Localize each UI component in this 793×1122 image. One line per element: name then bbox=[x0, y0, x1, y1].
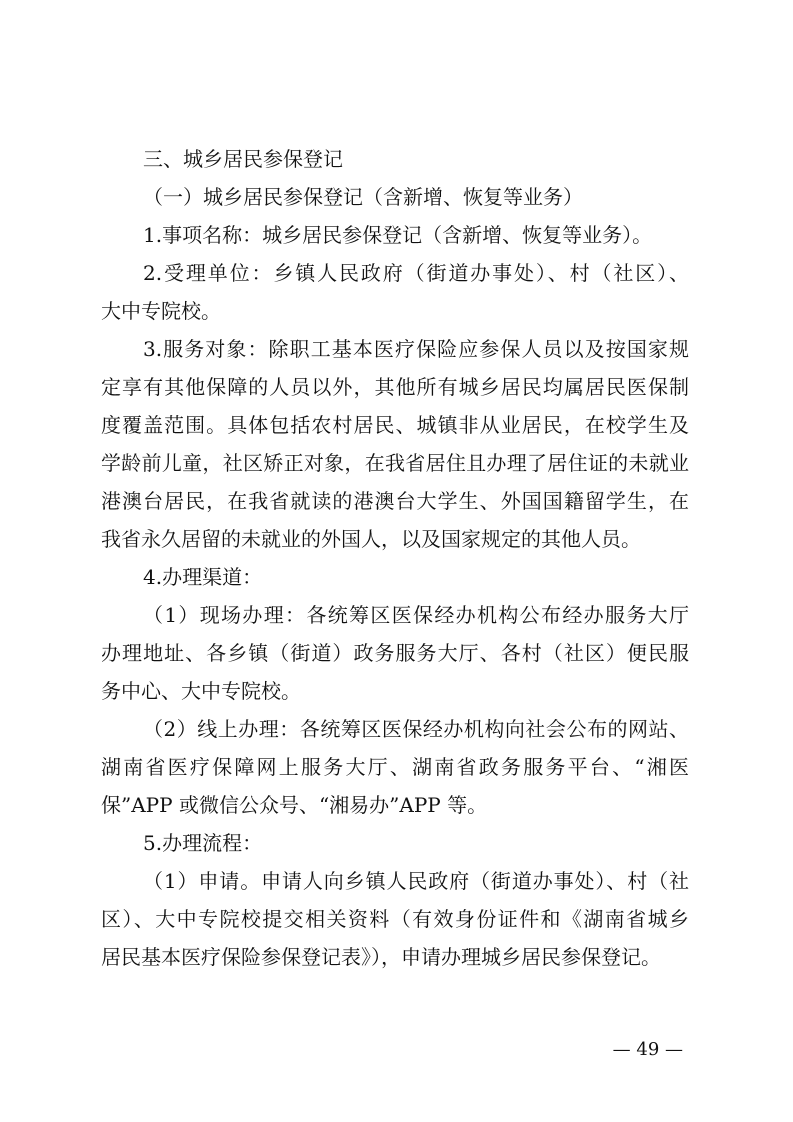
paragraph-list bbox=[101, 216, 689, 976]
paragraph-line: 湖南省医疗保障网上服务大厅、湖南省政务服务平台、“湘医 bbox=[101, 755, 689, 779]
paragraph bbox=[101, 862, 689, 976]
paragraph-line: 大中专院校。 bbox=[101, 299, 221, 323]
paragraph bbox=[101, 558, 689, 596]
paragraph bbox=[101, 710, 689, 824]
paragraph-line: 3.服务对象：除职工基本医疗保险应参保人员以及按国家规 bbox=[143, 337, 689, 361]
paragraph-line: 务中心、大中专院校。 bbox=[101, 679, 301, 703]
paragraph bbox=[101, 596, 689, 710]
paragraph-line: 5.办理流程： bbox=[143, 831, 263, 855]
paragraph-line: 4.办理渠道： bbox=[143, 565, 263, 589]
paragraph-line: 1.事项名称：城乡居民参保登记（含新增、恢复等业务）。 bbox=[143, 223, 653, 247]
paragraph-line: 度覆盖范围。具体包括农村居民、城镇非从业居民，在校学生及 bbox=[101, 413, 689, 437]
paragraph-line: （2）线上办理：各统筹区医保经办机构向社会公布的网站、 bbox=[143, 717, 689, 741]
paragraph bbox=[101, 330, 689, 558]
paragraph-line: 居民基本医疗保险参保登记表》），申请办理城乡居民参保登记。 bbox=[101, 945, 661, 969]
paragraph bbox=[101, 254, 689, 330]
paragraph-line: 保”APP 或微信公众号、“湘易办”APP 等。 bbox=[101, 793, 488, 817]
paragraph-line: （1）现场办理：各统筹区医保经办机构公布经办服务大厅 bbox=[143, 603, 689, 627]
section-title: 三、城乡居民参保登记 bbox=[143, 147, 343, 171]
subsection-title: （一）城乡居民参保登记（含新增、恢复等业务） bbox=[143, 185, 583, 209]
page-number: — 49 — bbox=[612, 1039, 683, 1060]
paragraph-line: 我省永久居留的未就业的外国人，以及国家规定的其他人员。 bbox=[101, 527, 641, 551]
paragraph bbox=[101, 824, 689, 862]
paragraph-line: （1）申请。申请人向乡镇人民政府（街道办事处）、村（社 bbox=[143, 869, 689, 893]
paragraph-line: 港澳台居民，在我省就读的港澳台大学生、外国国籍留学生，在 bbox=[101, 489, 689, 513]
paragraph-line: 学龄前儿童，社区矫正对象，在我省居住且办理了居住证的未就业 bbox=[101, 451, 689, 475]
document-body bbox=[101, 140, 689, 976]
paragraph-line: 区）、大中专院校提交相关资料（有效身份证件和《湖南省城乡 bbox=[101, 907, 689, 931]
paragraph-line: 2.受理单位：乡镇人民政府（街道办事处）、村（社区）、 bbox=[143, 261, 689, 285]
paragraph-line: 定享有其他保障的人员以外，其他所有城乡居民均属居民医保制 bbox=[101, 375, 689, 399]
paragraph-line: 办理地址、各乡镇（街道）政务服务大厅、各村（社区）便民服 bbox=[101, 641, 689, 665]
paragraph bbox=[101, 216, 689, 254]
